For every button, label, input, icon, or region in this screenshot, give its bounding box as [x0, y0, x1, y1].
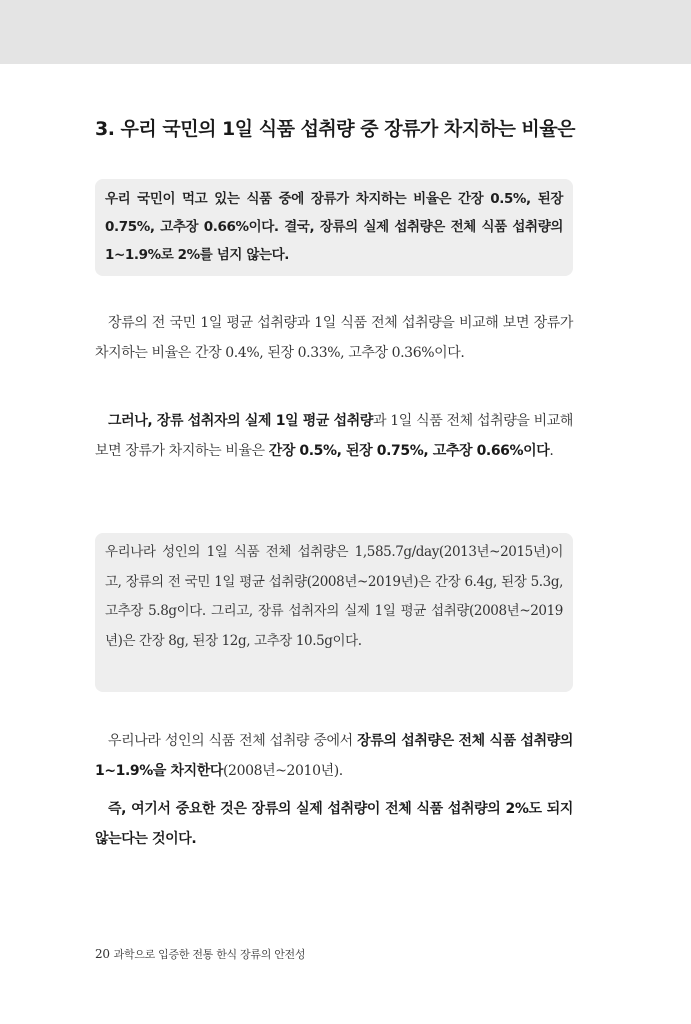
info-text: 우리나라 성인의 1일 식품 전체 섭취량은 1,585.7g/day(2013년~2015년)이고, 장류의 전 국민 1일 평균 섭취량(2008년~2019년)은 간장 6.4g, 된장 5.3g, 고추장 5.8g이다. 그리고, 장류 섭취자의 실제 1일 평균 섭취량(2008년~2019년)은 간장 8g, 된장 12g, 고추장 10.5g이다.	[105, 544, 563, 649]
book-title: 과학으로 입증한 전통 한식 장류의 안전성	[113, 948, 306, 961]
paragraph-2-text-2: .	[549, 442, 554, 459]
section-heading: 3. 우리 국민의 1일 식품 섭취량 중 장류가 차지하는 비율은	[95, 118, 575, 140]
paragraph-2-bold-1: 그러나, 장류 섭취자의 실제 1일 평균 섭취량	[108, 413, 373, 429]
paragraph-4	[95, 795, 573, 854]
summary-text: 우리 국민이 먹고 있는 식품 중에 장류가 차지하는 비율은 간장 0.5%, 된장 0.75%, 고추장 0.66%이다. 결국, 장류의 실제 섭취량은 전체 식품 섭취량의 1~1.9%로 2%를 넘지 않는다.	[105, 191, 563, 263]
page-footer	[95, 946, 305, 962]
paragraph-4-bold: 즉, 여기서 중요한 것은 장류의 실제 섭취량이 전체 식품 섭취량의 2%도 되지 않는다는 것이다.	[95, 801, 573, 847]
top-band	[0, 0, 691, 64]
paragraph-3	[95, 727, 573, 786]
paragraph-3-text-1: 우리나라 성인의 식품 전체 섭취량 중에서	[108, 733, 358, 749]
page-number: 20	[95, 947, 110, 961]
paragraph-3-bold-1: 장류의 섭취량은 전체 식품 섭취량의 1~1.9%을 차지한다	[95, 733, 573, 779]
summary-box	[95, 179, 573, 276]
paragraph-2	[95, 407, 573, 466]
paragraph-1: 장류의 전 국민 1일 평균 섭취량과 1일 식품 전체 섭취량을 비교해 보면 장류가 차지하는 비율은 간장 0.4%, 된장 0.33%, 고추장 0.36%이다.	[95, 315, 573, 361]
paragraph-2-bold-2: 간장 0.5%, 된장 0.75%, 고추장 0.66%이다	[268, 442, 550, 459]
paragraph-2-text-1: 과 1일 식품 전체 섭취량을 비교해 보면 장류가 차지하는 비율은	[95, 413, 573, 459]
paragraph-3-text-2: (2008년~2010년).	[223, 762, 343, 779]
info-box	[95, 533, 573, 692]
